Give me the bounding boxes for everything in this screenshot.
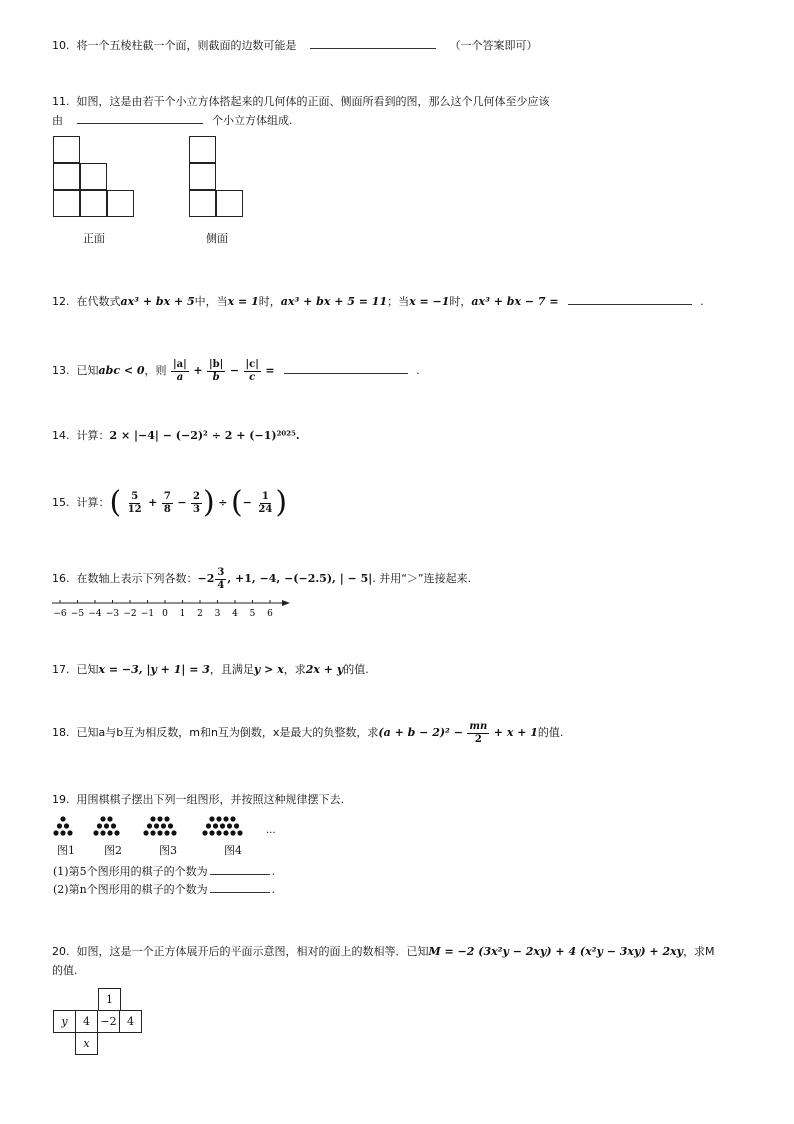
question-text: ，则	[144, 364, 167, 377]
go-stone-fig4	[202, 830, 207, 835]
right-paren: )	[275, 485, 288, 520]
question-text: 在数轴上表示下列各数：	[76, 572, 198, 585]
question-text: (1)第5个图形用的棋子的个数为	[53, 865, 208, 878]
question-text: ，求	[283, 663, 306, 676]
go-stone-fig1	[64, 823, 69, 828]
go-stone-fig3	[164, 830, 169, 835]
math-expression: x = −3, |y + 1| = 3	[98, 663, 210, 676]
question-text: 将一个五棱柱截一个面，则截面的边数可能是	[76, 39, 297, 52]
fraction: $\frac{mn}{2}$	[469, 720, 488, 745]
question-number: 17.	[52, 663, 70, 676]
go-stone-fig1	[57, 823, 62, 828]
answer-blank[interactable]	[210, 864, 270, 875]
question-number: 19.	[52, 793, 70, 806]
go-stone-fig3	[157, 830, 162, 835]
question-16	[52, 564, 471, 594]
question-text: 计算：	[76, 429, 110, 442]
fraction: $\frac{|a|}{a}$	[173, 358, 187, 383]
question-text: ；当	[387, 295, 410, 308]
operator: ÷	[218, 496, 228, 509]
answer-blank[interactable]	[284, 363, 408, 374]
go-stone-fig4	[213, 823, 218, 828]
question-text: 时，	[258, 295, 281, 308]
front-view-figure	[53, 136, 137, 220]
go-stone-fig2	[93, 830, 98, 835]
question-number: 15.	[52, 496, 70, 509]
math-expression: (a + b − 2)² −	[378, 726, 463, 739]
math-expression: −2	[197, 572, 215, 585]
net-cell-top: 1	[98, 988, 121, 1011]
figure-label-4: 图4	[224, 844, 242, 857]
math-expression: ax³ + bx − 7 =	[471, 295, 559, 308]
number-line-tick-label: 0	[162, 609, 168, 619]
math-expression: + x + 1	[493, 726, 538, 739]
question-text: ，求M	[683, 945, 715, 958]
question-number: 11.	[52, 95, 70, 108]
go-stone-fig3	[157, 816, 162, 821]
question-text: 由	[52, 114, 63, 127]
question-text: 已知	[76, 364, 99, 377]
go-stone-fig4	[216, 830, 221, 835]
math-expression: x = 1	[227, 295, 259, 308]
math-expression: abc < 0	[98, 364, 145, 377]
go-stone-fig2	[107, 830, 112, 835]
number-line-tick-label: −6	[53, 609, 67, 619]
question-text: 的值.	[537, 726, 564, 739]
math-expression: y > x	[253, 663, 284, 676]
fraction: $\frac{7}{8}$	[163, 490, 171, 515]
question-15	[52, 486, 287, 520]
math-expression: M = −2 (3x²y − 2xy) + 4 (x²y − 3xy) + 2xy	[428, 945, 684, 958]
operator: +	[148, 496, 158, 509]
punctuation: .	[271, 865, 276, 878]
fraction: $\frac{5}{12}$	[127, 490, 142, 515]
fraction: $\frac{1}{24}$	[258, 490, 273, 515]
question-text: 已知a与b互为相反数，m和n互为倒数，x是最大的负整数，求	[76, 726, 379, 739]
go-stone-fig3	[150, 830, 155, 835]
operator: −	[177, 496, 187, 509]
go-stone-fig1	[60, 816, 65, 821]
go-stone-fig4	[216, 816, 221, 821]
number-line-tick-label: 1	[179, 609, 186, 619]
go-stone-fig2	[97, 823, 102, 828]
question-11-line2	[52, 113, 293, 129]
question-18	[52, 718, 563, 748]
punctuation: .	[271, 883, 276, 896]
go-stone-fig4	[209, 816, 214, 821]
go-stone-fig3	[143, 830, 148, 835]
go-stone-fig3	[168, 823, 173, 828]
operator: +	[193, 364, 203, 377]
net-cell-bottom: x	[75, 1032, 98, 1055]
go-stone-fig2	[111, 823, 116, 828]
go-stone-fig4	[223, 816, 228, 821]
go-stone-fig1	[53, 830, 58, 835]
go-stone-fig1	[67, 830, 72, 835]
question-12	[52, 294, 704, 310]
math-expression: ax³ + bx + 5	[120, 295, 195, 308]
side-view-figure	[189, 136, 245, 220]
right-paren: )	[203, 485, 215, 520]
number-line-tick-label: −5	[70, 609, 85, 619]
question-text: 如图，这是由若干个小立方体搭起来的几何体的正面、侧面所看到的图，那么这个几何体至少应该	[76, 95, 550, 108]
net-cell-left: y	[53, 1010, 76, 1033]
go-stone-fig4	[230, 830, 235, 835]
question-text: 已知	[76, 663, 99, 676]
punctuation: .	[416, 364, 420, 377]
go-stone-fig3	[161, 823, 166, 828]
operator: −	[242, 496, 252, 509]
figure-label-3: 图3	[159, 844, 177, 857]
answer-blank[interactable]	[77, 113, 203, 124]
number-line-tick-label: −4	[88, 609, 102, 619]
go-stone-fig2	[100, 816, 105, 821]
math-expression: , +1, −4, −(−2.5), | − 5|	[227, 572, 373, 585]
question-19	[52, 792, 344, 808]
question-text: (2)第n个图形用的棋子的个数为	[53, 883, 208, 896]
question-10	[52, 38, 538, 54]
question-13	[52, 356, 420, 386]
question-11	[52, 94, 550, 110]
go-stone-fig3	[150, 816, 155, 821]
go-stone-fig3	[147, 823, 152, 828]
number-line-tick-label: 6	[267, 609, 273, 619]
number-line-tick-label: −2	[123, 609, 137, 619]
number-line-tick-label: −3	[105, 609, 120, 619]
question-text: ，且满足	[209, 663, 254, 676]
question-text: 在代数式	[76, 295, 121, 308]
answer-blank[interactable]	[568, 294, 692, 305]
go-stones-pattern	[48, 815, 288, 843]
number-line-tick-label: 5	[249, 609, 256, 619]
question-text: 时，	[449, 295, 472, 308]
question-text: 计算：	[76, 496, 110, 509]
go-stone-fig4	[220, 823, 225, 828]
go-stone-fig2	[100, 830, 105, 835]
fraction: $\frac{3}{4}$	[217, 566, 225, 591]
ellipsis: ...	[266, 825, 276, 836]
go-stone-fig4	[209, 830, 214, 835]
question-17	[52, 662, 369, 678]
question-text: 的值.	[343, 663, 369, 676]
net-cell-3: 4	[119, 1010, 142, 1033]
go-stone-fig4	[227, 823, 232, 828]
math-expression: 2x + y	[305, 663, 344, 676]
question-number: 18.	[52, 726, 70, 739]
question-number: 14.	[52, 429, 70, 442]
go-stone-fig1	[60, 830, 65, 835]
question-20	[52, 944, 715, 960]
answer-blank[interactable]	[210, 882, 270, 893]
question-19-sub2	[53, 882, 275, 898]
question-text: . 并用“＞”连接起来.	[372, 572, 472, 585]
go-stone-fig3	[171, 830, 176, 835]
question-number: 16.	[52, 572, 70, 585]
go-stone-fig4	[206, 823, 211, 828]
go-stone-fig2	[107, 816, 112, 821]
question-text: 的值.	[52, 964, 78, 977]
go-stone-fig4	[234, 823, 239, 828]
number-line-tick-label: 4	[232, 609, 238, 619]
question-14	[52, 428, 300, 444]
operator: =	[265, 364, 275, 377]
question-text: 中，当	[194, 295, 228, 308]
question-number: 10.	[52, 39, 70, 52]
figure-label-1: 图1	[57, 844, 75, 857]
net-cell-2: −2	[97, 1010, 120, 1033]
number-line-tick-label: 2	[197, 609, 203, 619]
question-text: 如图，这是一个正方体展开后的平面示意图，相对的面上的数相等．已知	[76, 945, 429, 958]
number-line-tick-label: 3	[214, 609, 221, 619]
number-line[interactable]	[50, 596, 310, 622]
question-20-line2	[52, 963, 78, 979]
math-expression: 2 × |−4| − (−2)² ÷ 2 + (−1)²⁰²⁵.	[109, 429, 300, 442]
go-stone-fig3	[154, 823, 159, 828]
question-number: 13.	[52, 364, 70, 377]
arrow-right-icon	[282, 600, 290, 606]
math-expression: x = −1	[409, 295, 450, 308]
fraction: $\frac{2}{3}$	[193, 490, 201, 515]
go-stone-fig2	[114, 830, 119, 835]
question-19-sub1	[53, 864, 275, 880]
question-number: 12.	[52, 295, 70, 308]
go-stone-fig4	[230, 816, 235, 821]
go-stone-fig3	[164, 816, 169, 821]
left-paren: (	[230, 485, 243, 520]
question-number: 20.	[52, 945, 70, 958]
answer-blank[interactable]	[310, 38, 436, 49]
net-cell-1: 4	[75, 1010, 98, 1033]
fraction: $\frac{|c|}{c}$	[245, 358, 259, 383]
figure-label-2: 图2	[104, 844, 122, 857]
side-view-label: 侧面	[206, 232, 228, 245]
answer-hint: （一个答案即可）	[449, 39, 538, 52]
go-stone-fig4	[223, 830, 228, 835]
math-expression: ax³ + bx + 5 = 11	[280, 295, 388, 308]
left-paren: (	[109, 485, 122, 520]
go-stone-fig4	[237, 830, 242, 835]
question-text: 个小立方体组成.	[212, 114, 293, 127]
fraction: $\frac{|b|}{b}$	[209, 358, 224, 383]
number-line-tick-label: −1	[140, 609, 155, 619]
go-stone-fig2	[104, 823, 109, 828]
operator: −	[229, 364, 240, 377]
front-view-label: 正面	[83, 232, 105, 245]
punctuation: .	[700, 295, 704, 308]
question-text: 用围棋棋子摆出下列一组图形，并按照这种规律摆下去.	[76, 793, 344, 806]
